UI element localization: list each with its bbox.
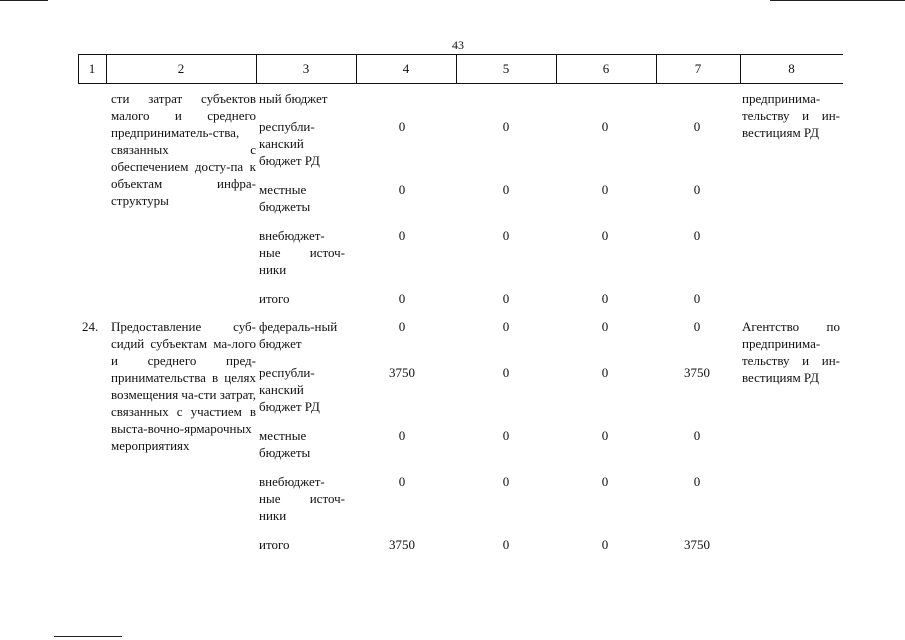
scan-edge-top-right [770,0,905,1]
row-b-value-col5: 0 [502,365,510,380]
row-a-source-label: ный бюджет [259,91,328,106]
row-b-value-col7: 0 [693,319,701,334]
row-b-source-label: местные бюджеты [259,428,311,460]
row-a-value-col6: 0 [601,291,609,306]
row-a-value-col7: 0 [693,182,701,197]
row-b-value-col6: 0 [601,319,609,334]
row-b-value-col6: 0 [601,428,609,443]
row-b-value-col4: 0 [398,319,406,334]
row-b-number: 24. [82,319,99,334]
row-a-source-label: итого [259,291,290,306]
row-a-value-col6: 0 [601,228,609,243]
row-b-source-label: итого [259,537,290,552]
row-b-value-col4: 0 [398,474,406,489]
row-b-executor: Агентство по предпринима-тельству и ин-вестициям РД [742,319,840,385]
header-col-1: 1 [88,61,96,76]
row-a-value-col7: 0 [693,228,701,243]
row-a-source-label: местные бюджеты [259,182,311,214]
row-b-value-col6: 0 [601,474,609,489]
row-b-value-col5: 0 [502,428,510,443]
row-b-value-col7: 0 [693,474,701,489]
row-a-executor: предпринима-тельству и ин-вестициям РД [742,91,840,140]
row-b-value-col6: 0 [601,537,609,552]
row-a-value-col5: 0 [502,228,510,243]
row-a-value-col4: 0 [398,228,406,243]
row-a-source-label: внебюджет-ные источ-ники [259,228,345,277]
header-col-2: 2 [177,61,185,76]
scan-edge-top-left [0,0,48,1]
scan-edge-bottom-left [54,636,122,637]
table-header [78,54,843,84]
row-a-value-col5: 0 [502,182,510,197]
header-col-8: 8 [788,61,795,76]
row-b-source-label: федераль-ный бюджет [259,319,338,351]
row-b-value-col4: 3750 [389,365,415,380]
row-a-value-col5: 0 [502,119,510,134]
row-a-source-label: республи-канский бюджет РД [259,119,320,168]
row-a-value-col6: 0 [601,119,609,134]
header-col-3: 3 [302,61,310,76]
header-col-6: 6 [602,61,610,76]
row-b-value-col7: 3750 [684,365,710,380]
row-b-value-col7: 3750 [684,537,710,552]
row-b-value-col6: 0 [601,365,609,380]
row-b-value-col5: 0 [502,474,510,489]
row-b-value-col7: 0 [693,428,701,443]
header-col-5: 5 [502,61,510,76]
row-b-value-col5: 0 [502,319,510,334]
header-col-7: 7 [694,61,702,76]
row-a-value-col4: 0 [398,119,406,134]
row-a-value-col6: 0 [601,182,609,197]
row-a-description: сти затрат субъектов малого и среднего предприниматель-ства, связанных с обеспечением досту-па к объектам инфра-структуры [111,91,256,208]
header-col-4: 4 [402,61,410,76]
row-a-value-col4: 0 [398,291,406,306]
page-number: 43 [452,38,464,52]
row-a-value-col5: 0 [502,291,510,306]
row-b-source-label: республи-канский бюджет РД [259,365,320,414]
row-b-description: Предоставление суб-сидий субъектам ма-лого и среднего пред-принимательства в целях возмещения ча-сти затрат, связанных с участием в выста-вочно-ярмарочных мероприятиях [111,319,257,453]
row-b-value-col4: 0 [398,428,406,443]
row-b-source-label: внебюджет-ные источ-ники [259,474,345,523]
row-a-value-col7: 0 [693,119,701,134]
row-a-value-col4: 0 [398,182,406,197]
row-a-value-col7: 0 [693,291,701,306]
row-b-value-col5: 0 [502,537,510,552]
row-b-value-col4: 3750 [389,537,415,552]
